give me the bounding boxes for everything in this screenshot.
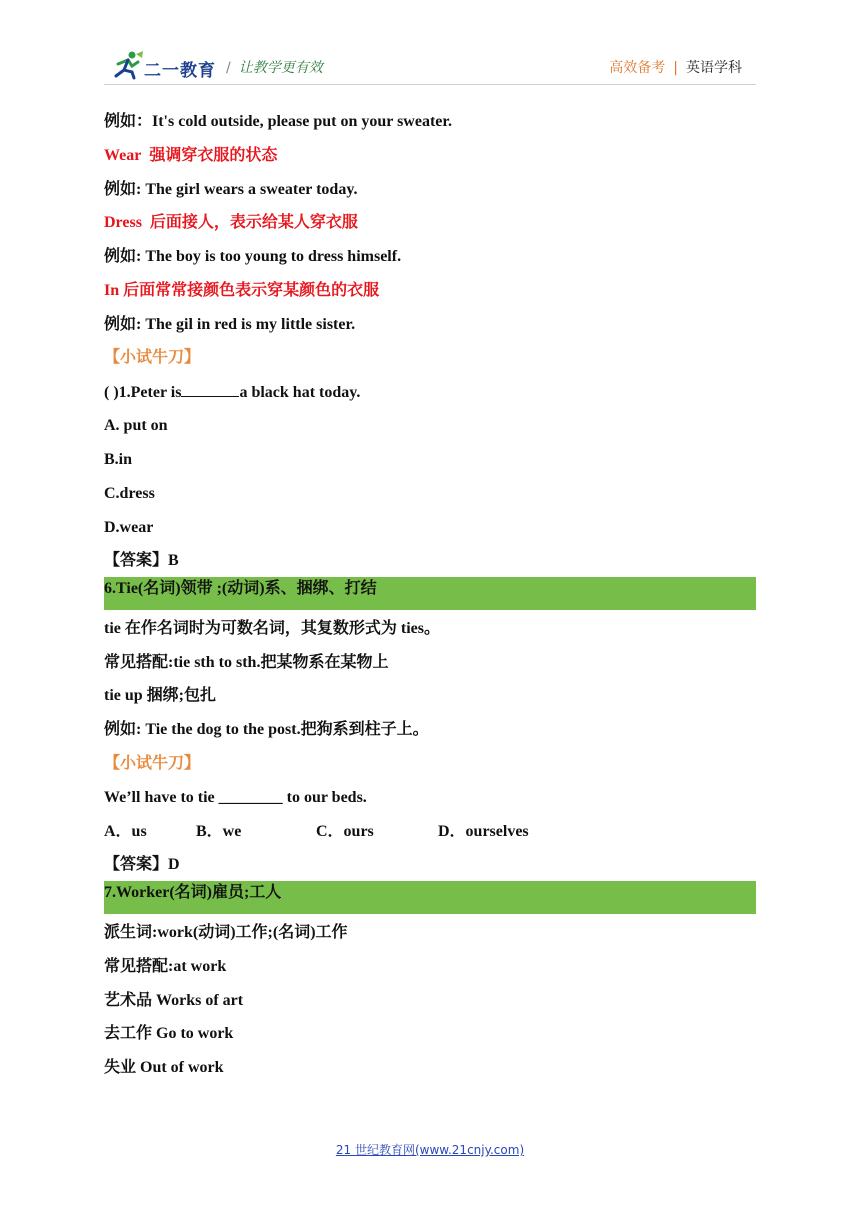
practice-heading-2: 【小试牛刀】 xyxy=(104,755,201,772)
example-dress: 例如: The boy is too young to dress himself. xyxy=(104,248,402,265)
practice-heading-1: 【小试牛刀】 xyxy=(104,349,201,366)
footer-link[interactable]: 21 世纪教育网(www.21cnjy.com) xyxy=(335,1143,525,1157)
in-rule xyxy=(104,281,379,301)
dress-rule xyxy=(104,213,358,233)
question-1-tail: a black hat today. xyxy=(239,384,361,401)
in-desc: 后面常常接颜色表示穿某颜色的衣服 xyxy=(123,282,380,299)
slogan xyxy=(226,57,323,77)
tag-subject: 英语学科 xyxy=(686,60,742,76)
slogan-text: 让教学更有效 xyxy=(238,60,323,76)
q2-option-c: C．ours xyxy=(316,823,374,840)
tag-exam-prep: 高效备考 xyxy=(609,60,666,76)
answer-2: 【答案】D xyxy=(104,856,180,873)
subject-tag xyxy=(609,57,742,77)
question-2-options xyxy=(104,822,529,842)
header-divider xyxy=(104,84,756,85)
out-of-work: 失业 Out of work xyxy=(104,1059,224,1076)
dress-word: Dress xyxy=(104,214,142,231)
question-1 xyxy=(104,382,360,403)
dress-desc: 后面接人，表示给某人穿衣服 xyxy=(149,214,358,231)
logo-text: 二一教育 xyxy=(144,61,216,81)
option-c: C.dress xyxy=(104,485,155,502)
logo xyxy=(110,50,230,80)
option-b: B.in xyxy=(104,451,133,468)
q2-option-d: D．ourselves xyxy=(438,823,529,840)
worker-derivative: 派生词:work(动词)工作;(名词)工作 xyxy=(104,924,348,941)
in-word: In xyxy=(104,282,120,299)
worker-collocation: 常见搭配:at work xyxy=(104,958,227,975)
example-wears: 例如: The girl wears a sweater today. xyxy=(104,181,358,198)
q2-option-a: A．us xyxy=(104,823,147,840)
tag-separator: | xyxy=(673,60,678,76)
tie-up: tie up 捆绑;包扎 xyxy=(104,687,217,704)
go-to-work: 去工作 Go to work xyxy=(104,1025,234,1042)
page-header xyxy=(104,48,756,82)
q2-option-b: B．we xyxy=(196,823,242,840)
wear-word: Wear xyxy=(104,147,142,164)
runner-logo-icon xyxy=(110,50,144,80)
question-2: We’ll have to tie ________ to our beds. xyxy=(104,789,367,806)
answer-blank xyxy=(181,382,239,397)
option-d: D.wear xyxy=(104,519,154,536)
wear-desc: 强调穿衣服的状态 xyxy=(149,147,278,164)
answer-1: 【答案】B xyxy=(104,552,179,569)
tie-note: tie 在作名词时为可数名词，其复数形式为 ties。 xyxy=(104,620,440,637)
example-sweater: 例如：It's cold outside, please put on your sweater. xyxy=(104,113,453,130)
option-a: A. put on xyxy=(104,417,168,434)
section-title-tie: 6.Tie(名词)领带 ;(动词)系、捆绑、打结 xyxy=(104,580,377,597)
question-1-stem: ( )1.Peter is xyxy=(104,384,182,401)
tie-example: 例如: Tie the dog to the post.把狗系到柱子上。 xyxy=(104,721,429,738)
tie-collocation: 常见搭配:tie sth to sth.把某物系在某物上 xyxy=(104,654,389,671)
section-title-worker: 7.Worker(名词)雇员;工人 xyxy=(104,884,282,901)
example-in-red: 例如: The gil in red is my little sister. xyxy=(104,316,356,333)
slogan-slash: / xyxy=(226,60,231,76)
wear-rule xyxy=(104,146,277,166)
works-of-art: 艺术品 Works of art xyxy=(104,992,244,1009)
